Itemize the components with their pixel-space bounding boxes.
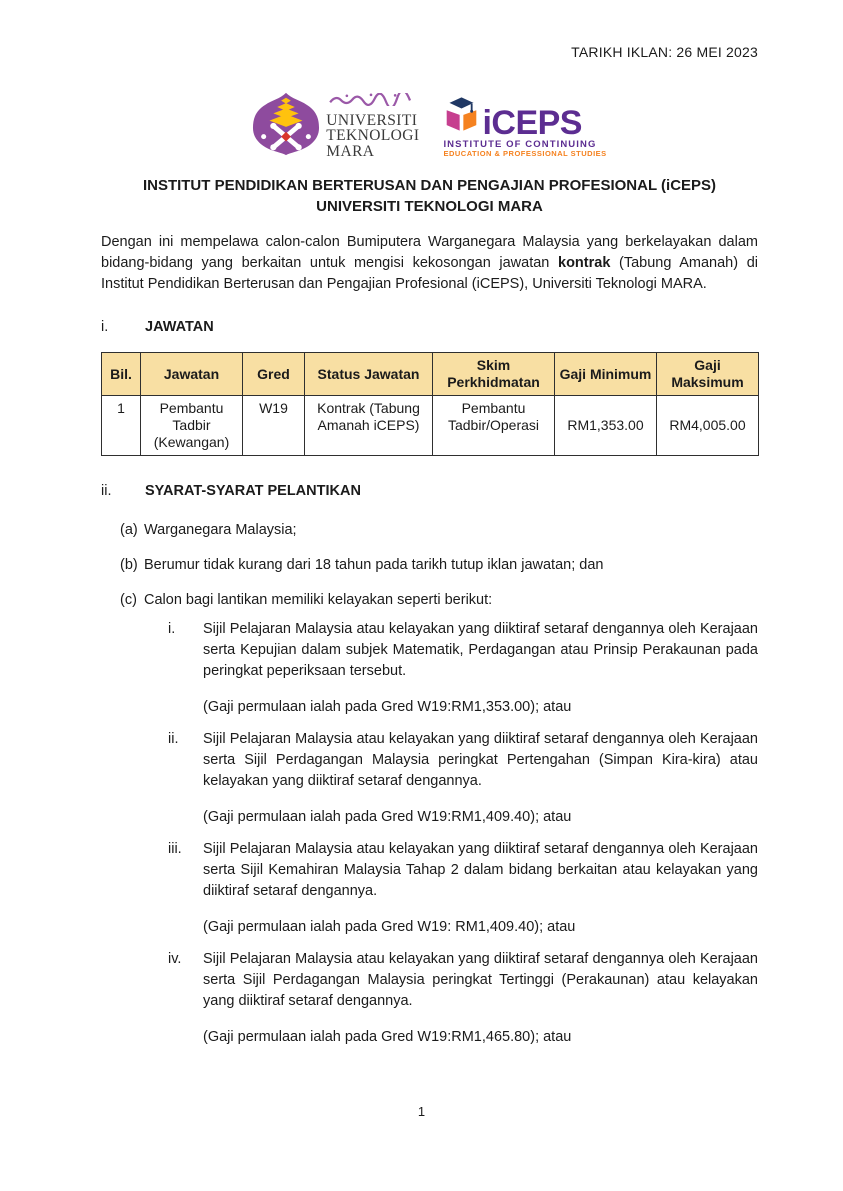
condition-item-c [120, 590, 758, 611]
uitm-logo [252, 92, 419, 161]
logo-row [101, 93, 758, 159]
qualification-i-salary: (Gaji permulaan ialah pada Gred W19:RM1,353.00); atau [203, 699, 572, 715]
iceps-tagline-2: EDUCATION & PROFESSIONAL STUDIES [443, 148, 607, 158]
col-header-gaji-minimum: Gaji Minimum [555, 353, 657, 396]
table-row [102, 396, 759, 456]
iceps-book-icon [443, 95, 480, 138]
section-syarat-marker: ii. [101, 483, 112, 499]
document-title [101, 175, 758, 217]
condition-item-b-text: Berumur tidak kurang dari 18 tahun pada tarikh tutup iklan jawatan; dan [144, 557, 604, 573]
cell-gaji-minimum: RM1,353.00 [555, 396, 657, 456]
condition-item-b [120, 555, 758, 576]
uitm-wordmark-line1: UNIVERSITI [326, 111, 418, 129]
col-header-jawatan: Jawatan [141, 353, 243, 396]
qualification-iii-salary: (Gaji permulaan ialah pada Gred W19: RM1,409.40); atau [203, 919, 576, 935]
section-jawatan-heading [101, 317, 758, 338]
uitm-calligraphy-icon [326, 93, 419, 111]
intro-bold-word: kontrak [558, 255, 611, 271]
col-header-gaji-maksimum: Gaji Maksimum [657, 353, 759, 396]
col-header-gred: Gred [243, 353, 305, 396]
section-syarat-heading [101, 481, 758, 502]
condition-item-a [120, 520, 758, 541]
section-jawatan-marker: i. [101, 319, 109, 335]
qualification-item-ii [101, 729, 758, 828]
col-header-skim-perkhidmatan: Skim Perkhidmatan [433, 353, 555, 396]
iceps-acronym: iCEPS [482, 103, 582, 142]
section-jawatan-title: JAWATAN [145, 319, 214, 335]
page-number: 1 [417, 1104, 426, 1119]
uitm-wordmark-line2: TEKNOLOGI [326, 127, 420, 145]
condition-item-a-marker: (a) [120, 522, 138, 538]
qualification-iii-marker: iii. [168, 841, 182, 857]
cell-skim-perkhidmatan: Pembantu Tadbir/Operasi [433, 396, 555, 456]
condition-item-c-marker: (c) [120, 592, 137, 608]
iceps-tagline-1: INSTITUTE OF CONTINUING [443, 138, 597, 150]
qualification-ii-text: Sijil Pelajaran Malaysia atau kelayakan yang diiktiraf setaraf dengannya oleh Kerajaan serta Sijil Perdagangan Malaysia peringkat Pertengahan (Simpan Kira-kira) atau kelayakan yang diiktiraf setaraf dengannya. [203, 731, 758, 789]
cell-status-jawatan: Kontrak (Tabung Amanah iCEPS) [305, 396, 433, 456]
col-header-status-jawatan: Status Jawatan [305, 353, 433, 396]
uitm-wordmark [326, 93, 419, 160]
cell-jawatan: Pembantu Tadbir (Kewangan) [141, 396, 243, 456]
cell-bil: 1 [102, 396, 141, 456]
qualification-item-iii [101, 839, 758, 938]
condition-item-c-text: Calon bagi lantikan memiliki kelayakan seperti berikut: [144, 592, 493, 608]
qualification-i-text: Sijil Pelajaran Malaysia atau kelayakan yang diiktiraf setaraf dengannya oleh Kerajaan serta Kepujian dalam subjek Matematik, Perdagangan atau Prinsip Perakaunan pada peringkat peperiksaan tersebut. [203, 621, 758, 679]
section-syarat-title: SYARAT-SYARAT PELANTIKAN [145, 483, 361, 499]
qualification-iv-marker: iv. [168, 951, 182, 967]
advert-date: TARIKH IKLAN: 26 MEI 2023 [571, 44, 758, 60]
qualification-iv-salary: (Gaji permulaan ialah pada Gred W19:RM1,465.80); atau [203, 1029, 572, 1045]
col-header-bil: Bil. [102, 353, 141, 396]
qualification-i-marker: i. [168, 621, 176, 637]
qualification-iv-text: Sijil Pelajaran Malaysia atau kelayakan yang diiktiraf setaraf dengannya oleh Kerajaan serta Sijil Perdagangan Malaysia peringkat Tertinggi (Perakaunan) atau kelayakan yang diiktiraf setaraf dengannya. [203, 951, 758, 1009]
intro-paragraph [101, 232, 758, 295]
qualification-item-i [101, 619, 758, 718]
qualification-ii-salary: (Gaji permulaan ialah pada Gred W19:RM1,409.40); atau [203, 809, 572, 825]
uitm-wordmark-line3: MARA [326, 142, 375, 160]
cell-gred: W19 [243, 396, 305, 456]
qualification-ii-marker: ii. [168, 731, 179, 747]
uitm-emblem-icon [252, 92, 320, 161]
condition-item-b-marker: (b) [120, 557, 138, 573]
condition-item-a-text: Warganegara Malaysia; [144, 522, 297, 538]
qualification-item-iv [101, 949, 758, 1048]
jawatan-table [101, 352, 759, 456]
document-title-line2: UNIVERSITI TEKNOLOGI MARA [316, 198, 543, 215]
intro-part2: (Tabung Amanah) di Institut Pendidikan Berterusan dan Pengajian Profesional (iCEPS), Universiti Teknologi MARA. [101, 255, 758, 292]
qualification-iii-text: Sijil Pelajaran Malaysia atau kelayakan yang diiktiraf setaraf dengannya oleh Kerajaan serta Sijil Kemahiran Malaysia Tahap 2 dalam bidang berkaitan atau kelayakan yang diiktiraf setaraf dengannya. [203, 841, 758, 899]
qualification-list [101, 619, 758, 1048]
cell-gaji-maksimum: RM4,005.00 [657, 396, 759, 456]
iceps-logo [443, 95, 606, 158]
document-title-line1: INSTITUT PENDIDIKAN BERTERUSAN DAN PENGAJIAN PROFESIONAL (iCEPS) [142, 177, 717, 194]
table-header-row [102, 353, 759, 396]
intro-part1: Dengan ini mempelawa calon-calon Bumiputera Warganegara Malaysia yang berkelayakan dalam bidang-bidang yang berkaitan untuk mengisi kekosongan jawatan [101, 234, 758, 271]
